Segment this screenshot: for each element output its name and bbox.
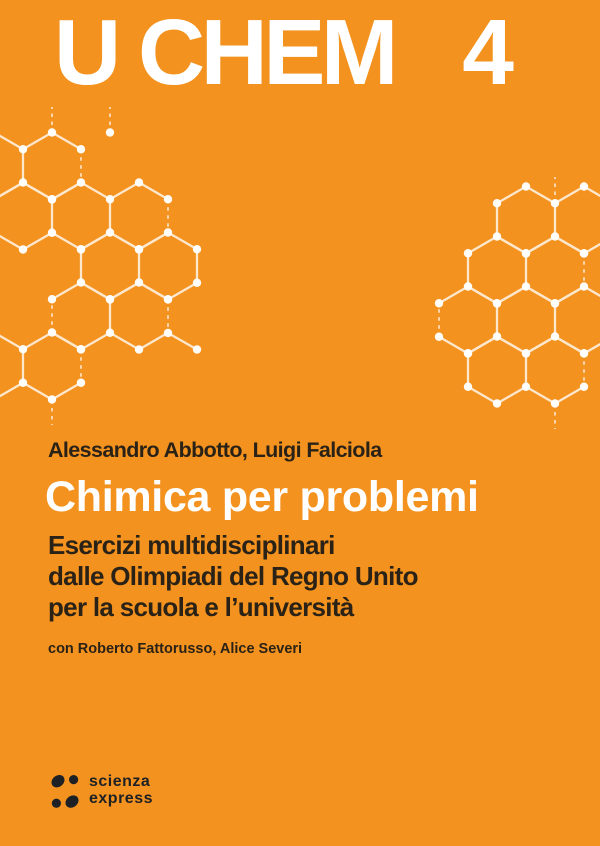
series-header — [54, 0, 514, 104]
publisher-name-line-2: express — [89, 789, 153, 807]
subtitle-line-3: per la scuola e l’università — [48, 592, 354, 622]
publisher-name-line-1: scienza — [89, 773, 151, 790]
publisher-logo-icon — [50, 773, 80, 810]
subtitle-line-1: Esercizi multidisciplinari — [48, 530, 335, 560]
series-volume-number: 4 — [462, 0, 514, 104]
series-title: U CHEM — [54, 0, 394, 104]
publisher-block — [50, 773, 153, 810]
authors-line: Alessandro Abbotto, Luigi Falciola — [48, 438, 382, 462]
subtitle-line-2: dalle Olimpiadi del Regno Unito — [48, 561, 418, 591]
contributors-line: con Roberto Fattorusso, Alice Severi — [48, 641, 303, 657]
book-title: Chimica per problemi — [45, 473, 479, 521]
publisher-name — [89, 774, 153, 807]
book-subtitle — [48, 530, 418, 623]
